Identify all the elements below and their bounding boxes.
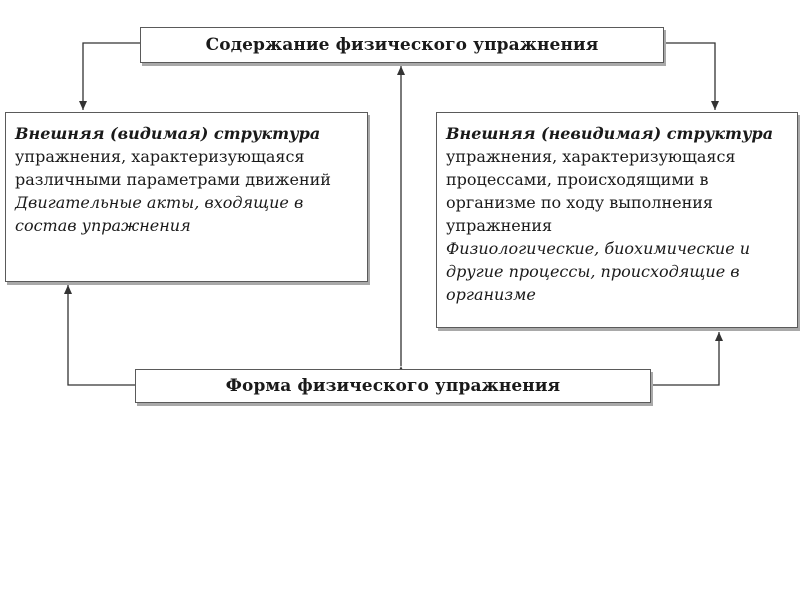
content-title: Содержание физического упражнения (205, 35, 599, 55)
arrow-form-to-external-visible (68, 285, 135, 385)
form-box (135, 369, 651, 403)
arrow-content-to-external-visible (83, 43, 140, 110)
external-visible-text (15, 122, 361, 191)
internal-invisible-text (446, 122, 791, 237)
arrow-content-to-internal-invisible (664, 43, 715, 110)
internal-invisible-structure-box (436, 112, 798, 328)
external-visible-examples: Двигательные акты, входящие в состав упражнения (15, 193, 304, 235)
internal-invisible-description: упражнения, характеризующаяся процессами, происходящими в организме по ходу выполнения упражнения (446, 147, 736, 235)
external-visible-description: упражнения, характеризующаяся различными параметрами движений (15, 147, 331, 189)
internal-invisible-term: Внешняя (невидимая) структура (446, 124, 774, 143)
form-title: Форма физического упражнения (225, 376, 561, 396)
arrow-form-to-internal-invisible (651, 332, 719, 385)
external-visible-structure-box (5, 112, 368, 282)
internal-invisible-examples: Физиологические, биохимические и другие процессы, происходящие в организме (446, 239, 751, 304)
content-box (140, 27, 664, 63)
external-visible-term: Внешняя (видимая) структура (15, 124, 321, 143)
